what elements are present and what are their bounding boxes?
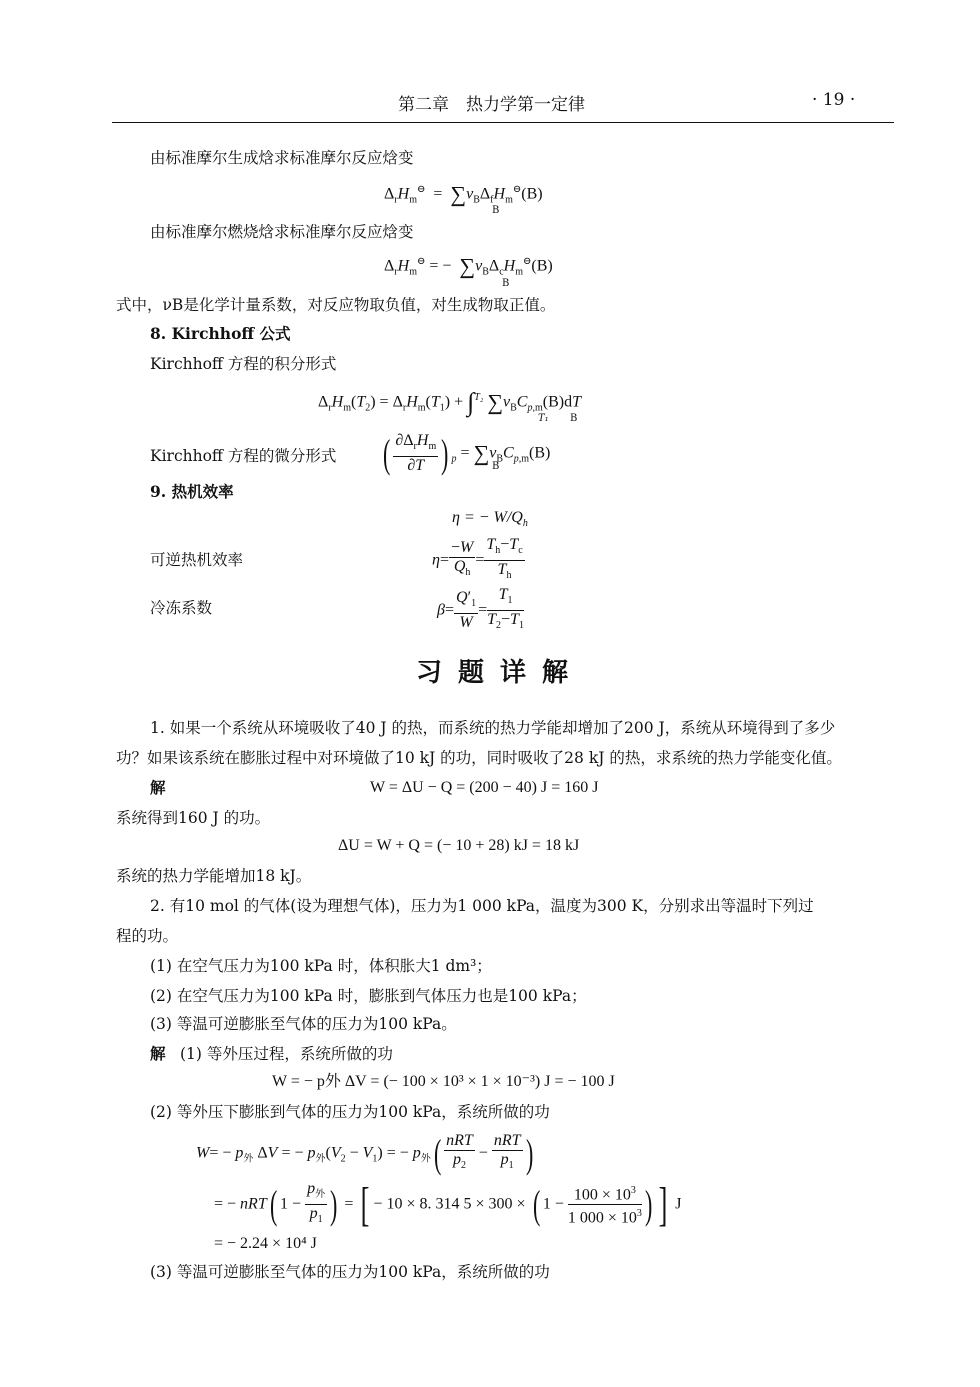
p2-sol1-text: (1) 等外压过程，系统所做的功 bbox=[180, 1045, 393, 1063]
p2-sol2-eq1: $W= - p_外$ ΔV = − $p_外(V_2 - V_1)$ = − $p_外$( $\frac{\text{nRT}}{p_2}$ − $\frac{\text{nRT}}{p_1}$ ) bbox=[196, 1130, 533, 1176]
kirchhoff-differential-equation: ( $\frac{\partial\Delta_rH_m}{\partial T}$ ) $_p = \sum\nu_BC_{p,m}(B)$ bbox=[382, 430, 551, 476]
combustion-title: 由标准摩尔燃烧焓求标准摩尔反应焓变 bbox=[150, 223, 414, 241]
p2-sol1-eq: W = − p外 ΔV = (− 100 × 10³ × 1 × 10⁻³) J = − 100 J bbox=[272, 1073, 615, 1090]
p2-line1: 2. 有10 mol 的气体(设为理想气体)，压力为1 000 kPa，温度为300 K，分别求出等温时下列过 bbox=[150, 897, 814, 915]
section-title: 习题详解 bbox=[416, 658, 585, 688]
p1-eq2: ΔU = W + Q = (− 10 + 28) kJ = 18 kJ bbox=[338, 837, 580, 854]
reversible-label: 可逆热机效率 bbox=[150, 551, 244, 569]
formation-title: 由标准摩尔生成焓求标准摩尔反应焓变 bbox=[150, 149, 414, 167]
refrig-equation: β= $\frac{Q'_1}{W}$ = $\frac{T_1}{T_2-T_1}$ bbox=[437, 586, 524, 632]
header-rule bbox=[112, 122, 894, 123]
kirchhoff-integral-equation: $\Delta_rH_m(T_2) = \Delta_rH_m(T_1) + \int^{T_2}$ $\sum\nu_BC_{p,m}(B)dT$ bbox=[318, 387, 581, 417]
p2-sol2-text: (2) 等外压下膨胀到气体的压力为100 kPa，系统所做的功 bbox=[150, 1103, 550, 1121]
p2-item1: (1) 在空气压力为100 kPa 时，体积胀大1 dm³； bbox=[150, 957, 492, 975]
p1-line2: 功？如果该系统在膨胀过程中对环境做了10 kJ 的功，同时吸收了28 kJ 的热，求系统的热力学能变化值。 bbox=[116, 749, 842, 767]
reversible-equation: η= $\frac{-W}{Q_h}$ = $\frac{T_h-T_c}{T_h}$ bbox=[432, 536, 523, 582]
p2-sol2-eq3: = − 2.24 × 10⁴ J bbox=[214, 1235, 317, 1252]
s8-diff-label: Kirchhoff 方程的微分形式 bbox=[150, 447, 337, 465]
formation-equation: $\Delta_rH_m^⊖ = \sum\nu_B\Delta_fH_m^⊖(B)$ bbox=[384, 181, 543, 207]
p2-line2: 程的功。 bbox=[116, 927, 179, 945]
p2-solution-label: 解 bbox=[150, 1044, 166, 1063]
chapter-title: 第二章 热力学第一定律 bbox=[398, 95, 585, 115]
p2-item3: (3) 等温可逆膨胀至气体的压力为100 kPa。 bbox=[150, 1015, 457, 1033]
p1-text2: 系统的热力学能增加18 kJ。 bbox=[116, 867, 312, 885]
s8-integral-label: Kirchhoff 方程的积分形式 bbox=[150, 355, 337, 373]
p1-eq1: W = ΔU − Q = (200 − 40) J = 160 J bbox=[370, 779, 599, 796]
refrig-label: 冷冻系数 bbox=[150, 599, 213, 617]
p1-text1: 系统得到160 J 的功。 bbox=[116, 809, 271, 827]
p1-solution-label: 解 bbox=[150, 778, 166, 797]
s9-heading: 9. 热机效率 bbox=[150, 482, 234, 501]
s8-heading: 8. Kirchhoff 公式 bbox=[150, 324, 291, 343]
combustion-equation: $\Delta_rH_m^⊖$ = − $\sum\nu_B\Delta_cH_m^⊖(B)$ bbox=[384, 253, 553, 279]
p2-sol3-text: (3) 等温可逆膨胀至气体的压力为100 kPa，系统所做的功 bbox=[150, 1263, 550, 1281]
nu-note: 式中，νB是化学计量系数，对反应物取负值，对生成物取正值。 bbox=[116, 296, 556, 314]
p2-sol2-eq2: = − nRT( 1 − $\frac{p_外}{p_1}$ ) = [ − 10 × 8. 314 5 × 300 × ( 1 − $\frac{100 \times 10^3}{1 000 \times 10^3}$ ) ] J bbox=[214, 1177, 682, 1231]
page-number: · 19 · bbox=[812, 90, 856, 110]
efficiency-equation: η = − $W/Q_h$ bbox=[452, 509, 528, 530]
p1-line1: 1. 如果一个系统从环境吸收了40 J 的热，而系统的热力学能却增加了200 J，系统从环境得到了多少 bbox=[150, 719, 836, 737]
p2-item2: (2) 在空气压力为100 kPa 时，膨胀到气体压力也是100 kPa； bbox=[150, 987, 587, 1005]
